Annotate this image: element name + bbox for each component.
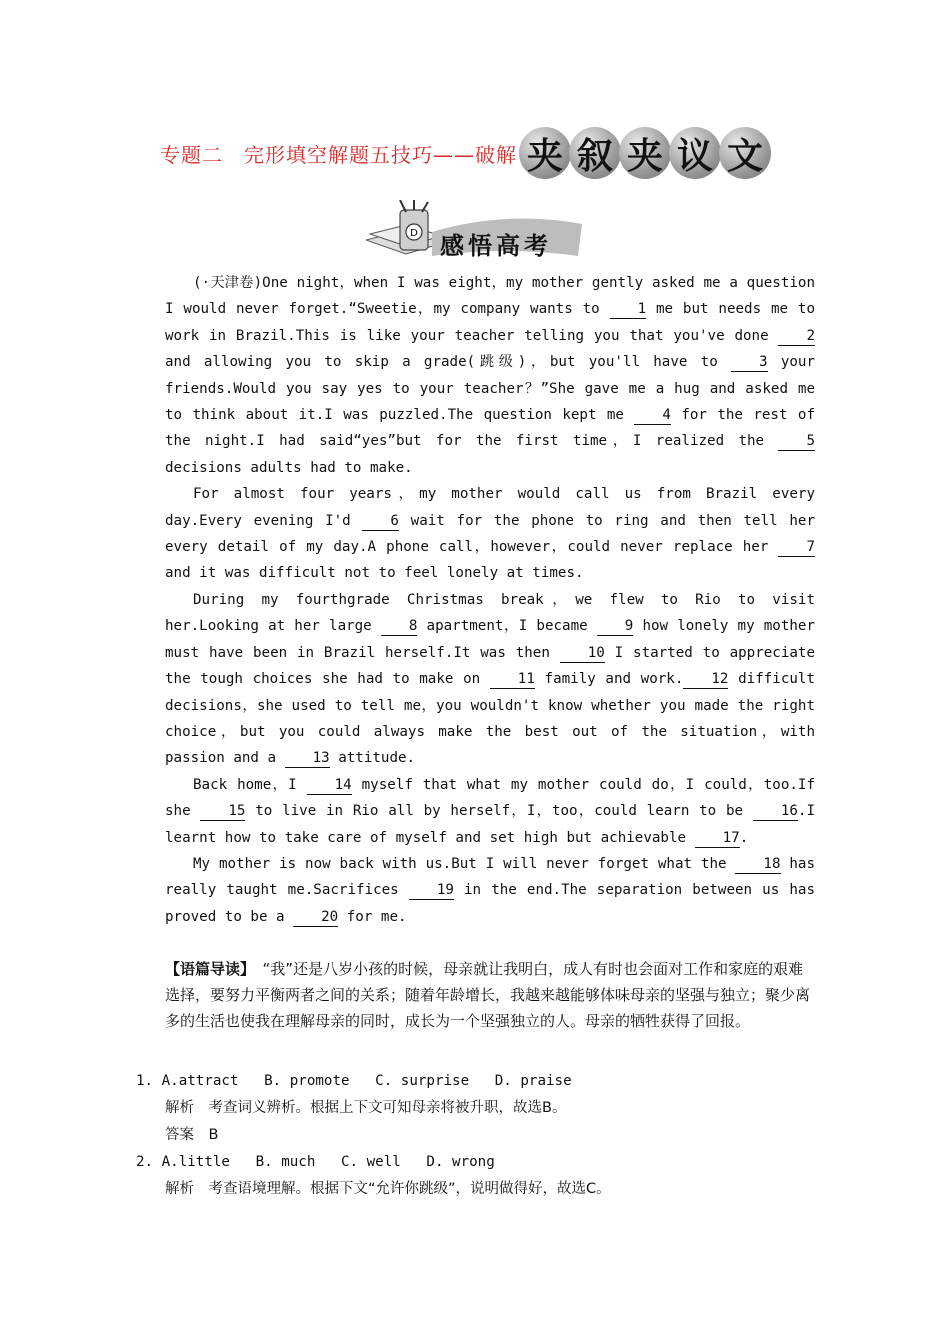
title-circle-char: 叙 bbox=[569, 127, 621, 179]
passage-paragraph: For almost four years，my mother would call us from Brazil every day.Every evening I'd 6 wait for the phone to ring and then tell her every detail of my day.A phone call，however，could never replace her 7 and it was difficult not to feel lonely at times. bbox=[165, 486, 815, 582]
section-banner-label: 感悟高考 bbox=[440, 232, 552, 260]
title-circle-char: 夹 bbox=[519, 127, 571, 179]
blank-19: 19 bbox=[409, 881, 454, 900]
blank-10: 10 bbox=[560, 644, 605, 663]
blank-2: 2 bbox=[778, 327, 815, 346]
blank-1: 1 bbox=[610, 300, 647, 319]
passage bbox=[165, 270, 815, 930]
passage-paragraph: Back home，I 14 myself that what my mother could do，I could，too.If she 15 to live in Rio all by herself，I，too，could learn to be 16.I learnt how to take care of myself and set high but achievable 17. bbox=[165, 776, 815, 846]
blank-5: 5 bbox=[778, 432, 815, 451]
blank-20: 20 bbox=[293, 908, 338, 927]
question-options: 2. A.little B. much C. well D. wrong bbox=[136, 1154, 495, 1170]
blank-12: 12 bbox=[683, 670, 728, 689]
blank-14: 14 bbox=[307, 776, 352, 795]
title-row bbox=[160, 128, 769, 178]
blank-17: 17 bbox=[695, 829, 740, 848]
passage-paragraph: During my fourthgrade Christmas break，we flew to Rio to visit her.Looking at her large 8 apartment，I became 9 how lonely my mother must have been in Brazil herself.It was then 10 I started to appreciate the tough choices she had to make on 11 family and work. 12 difficult decisions，she used to tell me，you wouldn't know whether you made the right choice，but you could always make the best out of the situation，with passion and a 13 attitude. bbox=[165, 591, 816, 767]
svg-text:D: D bbox=[410, 228, 418, 239]
blank-7: 7 bbox=[778, 538, 815, 557]
question-answer: 答案 B bbox=[165, 1127, 219, 1143]
title-circle-char: 文 bbox=[719, 127, 771, 179]
reading-guide-text: “我”还是八岁小孩的时候，母亲就让我明白，成人有时也会面对工作和家庭的艰难选择，要努力平衡两者之间的关系；随着年龄增长，我越来越能够体味母亲的坚强与独立；聚少离多的生活也使我在理解母亲的同时，成长为一个坚强独立的人。母亲的牺牲获得了回报。 bbox=[165, 960, 811, 1030]
blank-6: 6 bbox=[362, 512, 399, 531]
title-circle-group bbox=[519, 127, 769, 179]
blank-13: 13 bbox=[285, 749, 330, 768]
question-analysis: 解析 考查语境理解。根据下文“允许你跳级”，说明做得好，故选C。 bbox=[165, 1181, 611, 1197]
passage-paragraph: (·天津卷)One night，when I was eight，my mother gently asked me a question I would never forget.“Sweetie，my company wants to 1 me but needs me to work in Brazil.This is like your teacher telling you that you've done 2 and allowing you to skip a grade(跳级)，but you'll have to 3 your friends.Would you say yes to your teacher？”She gave me a hug and asked me to think about it.I was puzzled.The question kept me 4 for the rest of the night.I had said“yes”but for the first time，I realized the 5 decisions adults had to make. bbox=[165, 275, 815, 476]
page-title: 专题二 完形填空解题五技巧——破解 bbox=[160, 142, 517, 167]
reading-guide-label: 【语篇导读】 bbox=[165, 960, 248, 978]
blank-9: 9 bbox=[597, 617, 634, 636]
question-list bbox=[136, 1068, 836, 1203]
blank-15: 15 bbox=[200, 802, 245, 821]
question-options: 1. A.attract B. promote C. surprise D. praise bbox=[136, 1073, 572, 1089]
reading-guide bbox=[165, 956, 815, 1034]
blank-4: 4 bbox=[634, 406, 671, 425]
question-analysis: 解析 考查词义辨析。根据上下文可知母亲将被升职，故选B。 bbox=[165, 1100, 567, 1116]
title-circle-char: 议 bbox=[669, 127, 721, 179]
title-circle-char: 夹 bbox=[619, 127, 671, 179]
blank-8: 8 bbox=[381, 617, 418, 636]
blank-18: 18 bbox=[735, 855, 780, 874]
blank-3: 3 bbox=[731, 353, 768, 372]
passage-paragraph: My mother is now back with us.But I will never forget what the 18 has really taught me.Sacrifices 19 in the end.The separation between us has proved to be a 20 for me. bbox=[165, 855, 815, 925]
blank-11: 11 bbox=[490, 670, 535, 689]
blank-16: 16 bbox=[753, 802, 798, 821]
